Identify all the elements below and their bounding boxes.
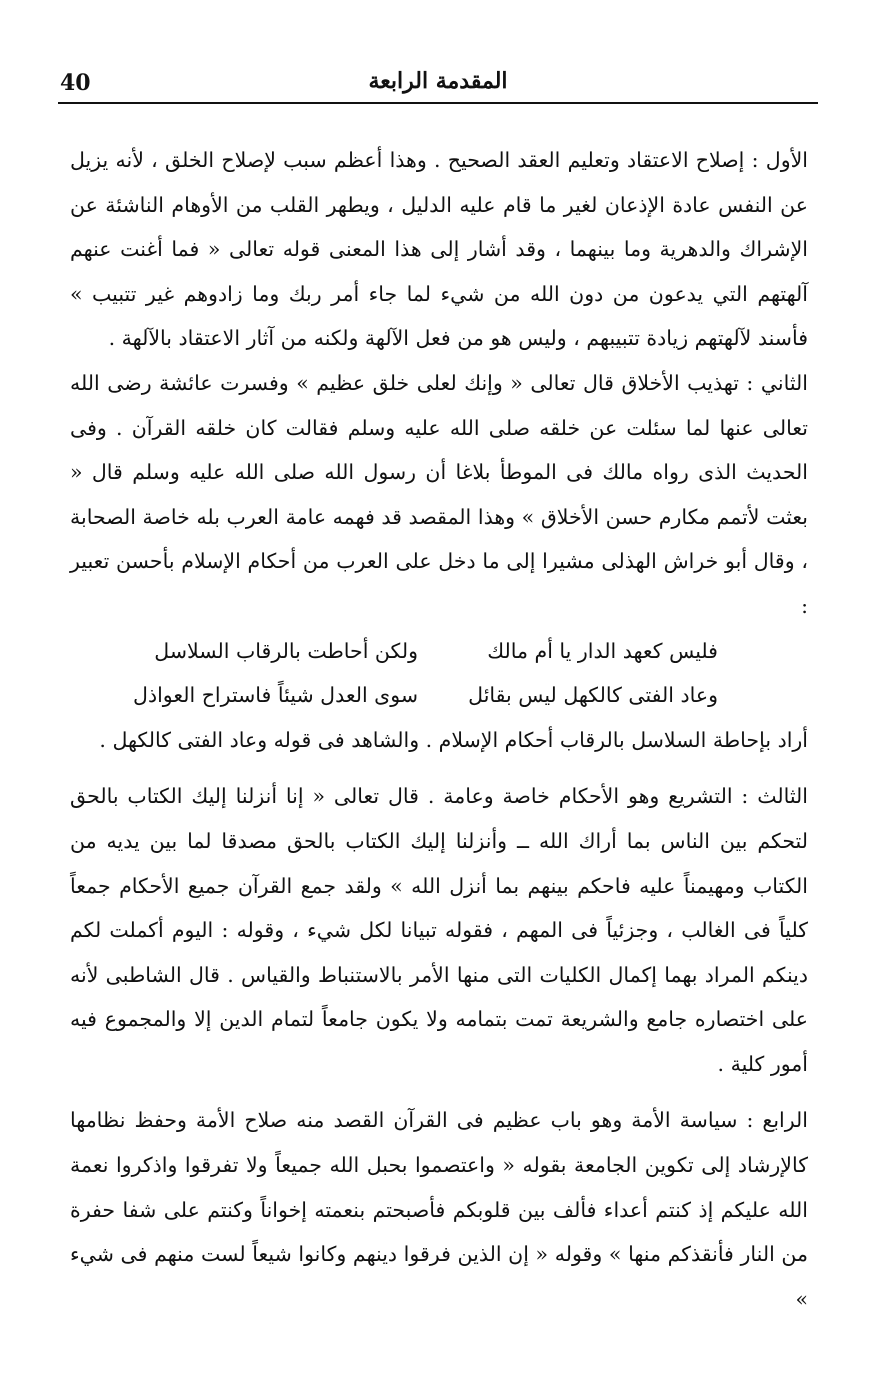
page-header [58, 62, 818, 104]
poem-hemistich-first: وعاد الفتى كالكهل ليس بقائل [468, 683, 718, 708]
poem-hemistich-second: ولكن أحاطت بالرقاب السلاسل [154, 638, 418, 663]
paragraph-first-purpose: الأول : إصلاح الاعتقاد وتعليم العقد الصحيح . وهذا أعظم سبب لإصلاح الخلق ، لأنه يزيل عن النفس عادة الإذعان لغير ما قام عليه الدليل ، ويطهر القلب من الأوهام الناشئة عن الإشراك والدهرية وما بينهما ، وقد أشار إلى هذا المعنى قوله تعالى « فما أغنت عنهم آلهتهم التي يدعون من دون الله من شيء لما جاء أمر ربك وما زادوهم غير تتبيب » فأسند لآلهتهم زيادة تتبيبهم ، وليس هو من فعل الآلهة ولكنه من آثار الاعتقاد بالآلهة . [70, 148, 808, 351]
poem-hemistich-first: فليس كعهد الدار يا أم مالك [487, 638, 718, 663]
poem-hemistich-second: سوى العدل شيئاً فاستراح العواذل [133, 683, 418, 708]
paragraph-third-purpose: الثالث : التشريع وهو الأحكام خاصة وعامة . قال تعالى « إنا أنزلنا إليك الكتاب بالحق لتحكم بين الناس بما أراك الله ــ وأنزلنا إليك الكتاب بالحق مصدقا لما بين يديه من الكتاب ومهيمناً عليه فاحكم بينهم بما أنزل الله » ولقد جمع القرآن جميع الأحكام جمعاً كلياً فى الغالب ، وجزئياً فى المهم ، فقوله تبيانا لكل شيء ، وقوله : اليوم أكملت لكم دينكم المراد بهما إكمال الكليات التى منها الأمر بالاستنباط والقياس . قال الشاطبى لأنه على اختصاره جامع والشريعة تمت بتمامه ولا يكون جامعاً لتمام الدين إلا والمجموع فيه أمور كلية . [70, 784, 808, 1076]
page-number: 40 [60, 70, 91, 96]
paragraph-poem-explanation: أراد بإحاطة السلاسل بالرقاب أحكام الإسلام . والشاهد فى قوله وعاد الفتى كالكهل . [99, 727, 808, 752]
poem-verse [70, 629, 808, 674]
poem-verse [70, 673, 808, 718]
paragraph-fourth-purpose: الرابع : سياسة الأمة وهو باب عظيم فى القرآن القصد منه صلاح الأمة وحفظ نظامها كالإرشاد إلى تكوين الجامعة بقوله « واعتصموا بحبل الله جميعاً ولا تفرقوا واذكروا نعمة الله عليكم إذ كنتم أعداء فألف بين قلوبكم فأصبحتم بنعمته إخواناً وكنتم على شفا حفرة من النار فأنقذكم منها » وقوله « إن الذين فرقوا دينهم وكانوا شيعاً لست منهم فى شيء » [70, 1108, 808, 1311]
paragraph-second-purpose: الثاني : تهذيب الأخلاق قال تعالى « وإنك لعلى خلق عظيم » وفسرت عائشة رضى الله تعالى عنها لما سئلت عن خلقه صلى الله عليه وسلم فقالت كان خلقه القرآن . وفى الحديث الذى رواه مالك فى الموطأ بلاغا أن رسول الله صلى الله عليه وسلم قال « بعثت لأتمم مكارم حسن الأخلاق » وهذا المقصد قد فهمه عامة العرب بله خاصة الصحابة ، وقال أبو خراش الهذلى مشيرا إلى ما دخل على العرب من أحكام الإسلام بأحسن تعبير : [70, 370, 808, 618]
chapter-title: المقدمة الرابعة [368, 68, 508, 94]
page-body [70, 138, 808, 1321]
